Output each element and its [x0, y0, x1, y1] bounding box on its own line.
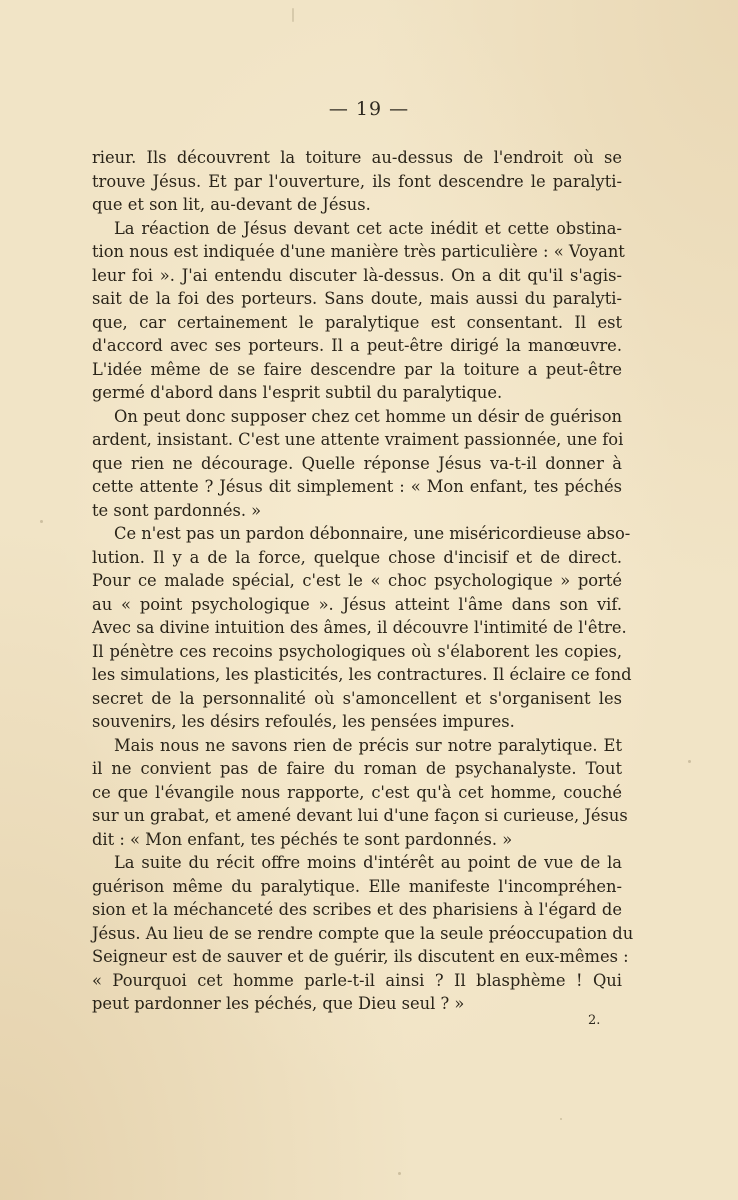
text-line: rieur. Ils découvrent la toiture au-dessus de l'endroit où se	[92, 148, 622, 167]
paper-speck	[560, 1118, 562, 1120]
text-line: Pour ce malade spécial, c'est le « choc psychologique » porté	[92, 571, 622, 590]
text-line: Avec sa divine intuition des âmes, il découvre l'intimité de l'être.	[92, 618, 627, 637]
text-line: au « point psychologique ». Jésus atteint l'âme dans son vif.	[92, 594, 622, 614]
text-line: La réaction de Jésus devant cet acte inédit et cette obstina-	[114, 218, 622, 238]
signature-mark: 2.	[588, 1013, 601, 1028]
page-number: — 19 —	[328, 98, 410, 120]
paper-speck	[398, 1172, 401, 1175]
text-line: L'idée même de se faire descendre par la toiture a peut-être	[92, 359, 622, 379]
body-text	[92, 146, 634, 1016]
text-line: te sont pardonnés. »	[92, 500, 262, 520]
text-line: ce que l'évangile nous rapporte, c'est qu'à cet homme, couché	[92, 782, 622, 802]
text-line: dit : « Mon enfant, tes péchés te sont pardonnés. »	[92, 829, 513, 849]
text-line: tion nous est indiquée d'une manière très particulière : « Voyant	[92, 242, 625, 261]
paragraph	[92, 405, 622, 523]
text-line: Seigneur est de sauver et de guérir, ils discutent en eux-mêmes :	[92, 947, 629, 966]
text-line: germé d'abord dans l'esprit subtil du paralytique.	[92, 383, 503, 402]
text-line: leur foi ». J'ai entendu discuter là-dessus. On a dit qu'il s'agis-	[92, 265, 622, 285]
text-line: d'accord avec ses porteurs. Il a peut-être dirigé la manœuvre.	[92, 336, 622, 355]
text-line: sait de la foi des porteurs. Sans doute, mais aussi du paralyti-	[92, 289, 622, 308]
text-line: Jésus. Au lieu de se rendre compte que la seule préoccupation du	[92, 923, 634, 943]
text-line: « Pourquoi cet homme parle-t-il ainsi ? Il blasphème ! Qui	[92, 970, 622, 990]
text-line: On peut donc supposer chez cet homme un désir de guérison	[114, 406, 622, 426]
paper-speck	[292, 8, 294, 22]
text-line: peut pardonner les péchés, que Dieu seul ? »	[92, 994, 465, 1013]
paragraph	[92, 851, 634, 1016]
paper-speck	[688, 760, 691, 763]
text-line: que, car certainement le paralytique est consentant. Il est	[92, 312, 622, 332]
text-line: trouve Jésus. Et par l'ouverture, ils font descendre le paralyti-	[92, 171, 622, 191]
text-line: secret de la personnalité où s'amoncellent et s'organisent les	[92, 688, 622, 708]
text-line: Ce n'est pas un pardon débonnaire, une miséricordieuse abso-	[114, 524, 631, 543]
text-line: que rien ne décourage. Quelle réponse Jésus va-t-il donner à	[92, 453, 622, 473]
text-line: souvenirs, les désirs refoulés, les pensées impures.	[92, 712, 515, 731]
paragraph	[92, 522, 632, 734]
paper-speck	[40, 520, 43, 523]
text-line: ardent, insistant. C'est une attente vraiment passionnée, une foi	[92, 430, 624, 449]
text-line: sion et la méchanceté des scribes et des pharisiens à l'égard de	[92, 900, 622, 919]
paragraph	[92, 734, 628, 852]
text-line: La suite du récit offre moins d'intérêt au point de vue de la	[114, 853, 622, 872]
text-line: Mais nous ne savons rien de précis sur notre paralytique. Et	[114, 735, 622, 755]
text-line: il ne convient pas de faire du roman de psychanalyste. Tout	[92, 759, 622, 778]
text-line: que et son lit, au-devant de Jésus.	[92, 195, 371, 214]
text-line: Il pénètre ces recoins psychologiques où s'élaborent les copies,	[92, 641, 622, 661]
text-line: cette attente ? Jésus dit simplement : « Mon enfant, tes péchés	[92, 477, 622, 496]
text-line: les simulations, les plasticités, les contractures. Il éclaire ce fond	[92, 665, 632, 684]
paragraph	[92, 217, 625, 405]
paragraph	[92, 146, 622, 217]
text-line: lution. Il y a de la force, quelque chose d'incisif et de direct.	[92, 547, 622, 567]
text-line: guérison même du paralytique. Elle manifeste l'incompréhen-	[92, 876, 622, 896]
text-line: sur un grabat, et amené devant lui d'une façon si curieuse, Jésus	[92, 806, 628, 825]
